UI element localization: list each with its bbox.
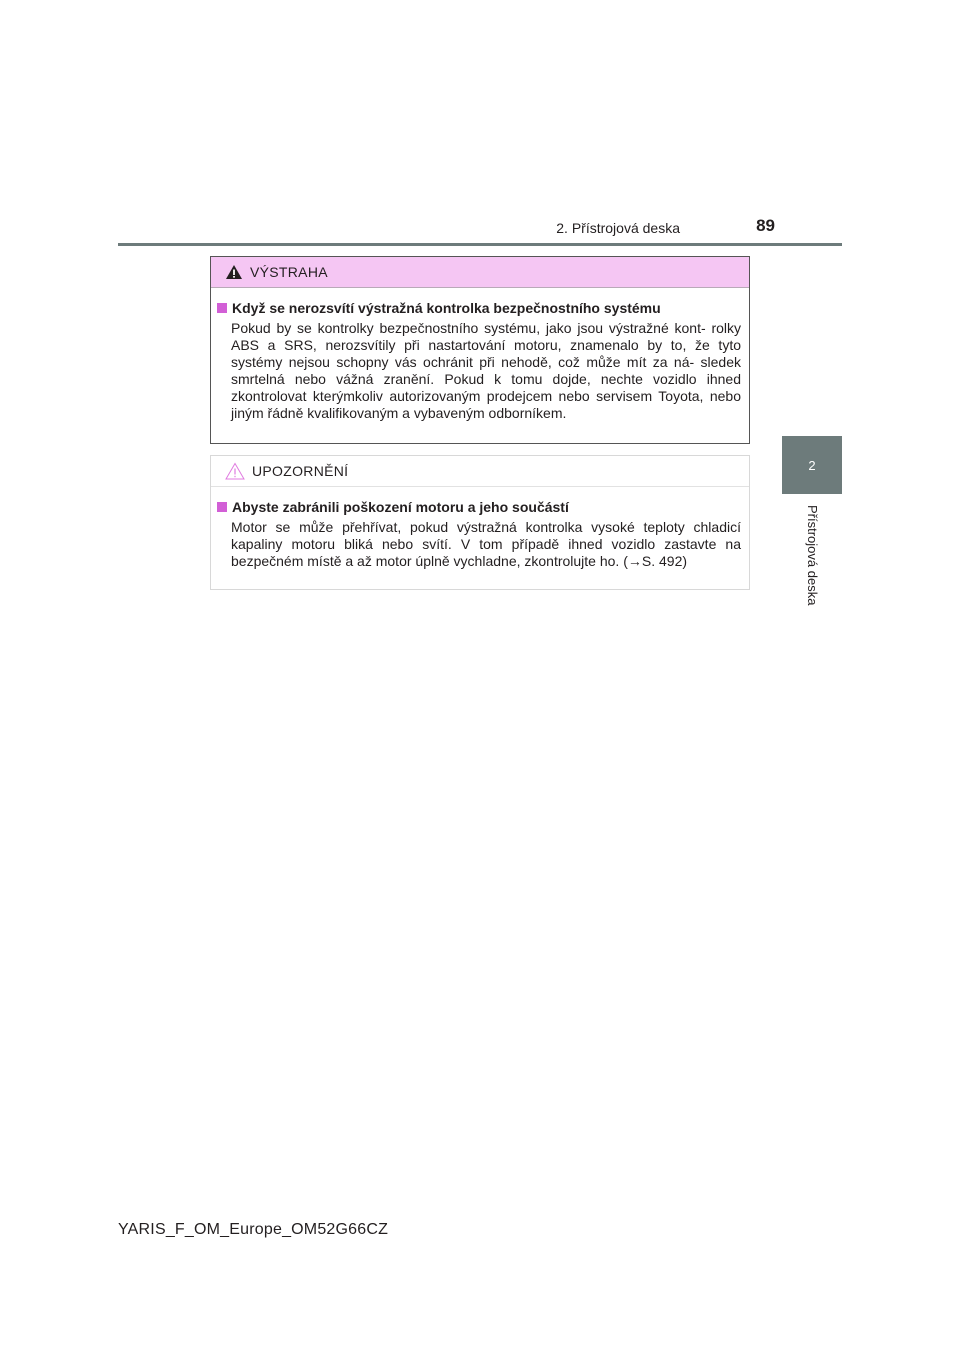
caution-item-heading bbox=[217, 499, 741, 515]
document-code: YARIS_F_OM_Europe_OM52G66CZ bbox=[118, 1221, 389, 1238]
caution-item-heading-text: Abyste zabránili poškození motoru a jeho součástí bbox=[232, 499, 569, 515]
bullet-square-icon bbox=[217, 502, 227, 512]
warning-title: VÝSTRAHA bbox=[250, 264, 328, 280]
caution-item-text: Motor se může přehřívat, pokud výstražná kontrolka vysoké teploty chladicí kapaliny motoru bliká nebo svítí. V tom případě ihned vozidlo zastavte na bezpečném místě a až motor úplně vychladne, zkontrolujte ho. (→S. 492) bbox=[231, 519, 741, 569]
header-rule bbox=[118, 243, 842, 246]
caution-title: UPOZORNĚNÍ bbox=[252, 463, 349, 479]
warning-triangle-icon bbox=[225, 264, 243, 280]
warning-box bbox=[210, 256, 750, 444]
caution-body bbox=[211, 487, 749, 570]
warning-item-text: Pokud by se kontrolky bezpečnostního systému, jako jsou výstražné kont- rolky ABS a SRS, nerozsvítily při nastartování motoru, znamenalo by to, že tyto systémy nejsou schopny vás ochránit při nehodě, což může mít za ná- sledek smrtelná nebo vážná zranění. Pokud k tomu dojde, nechte vozidlo ihned zkontrolovat kterýmkoliv autorizovaným prodejcem nebo servisem Toyota, nebo jiným řádně kvalifikovaným a vybaveným odborníkem. bbox=[231, 320, 741, 421]
caution-box bbox=[210, 455, 750, 590]
caution-box-header bbox=[211, 456, 749, 487]
warning-item-heading bbox=[217, 300, 741, 316]
warning-body bbox=[211, 288, 749, 422]
chapter-label: Přístrojová deska bbox=[805, 505, 820, 606]
section-title: 2. Přístrojová deska bbox=[556, 220, 680, 236]
warning-item-heading-text: Když se nerozsvítí výstražná kontrolka bezpečnostního systému bbox=[232, 300, 661, 316]
warning-box-header bbox=[211, 257, 749, 288]
page-number: 89 bbox=[756, 216, 775, 235]
caution-triangle-icon bbox=[225, 462, 245, 480]
bullet-square-icon bbox=[217, 303, 227, 313]
chapter-tab bbox=[782, 436, 842, 494]
chapter-number: 2 bbox=[808, 457, 816, 473]
